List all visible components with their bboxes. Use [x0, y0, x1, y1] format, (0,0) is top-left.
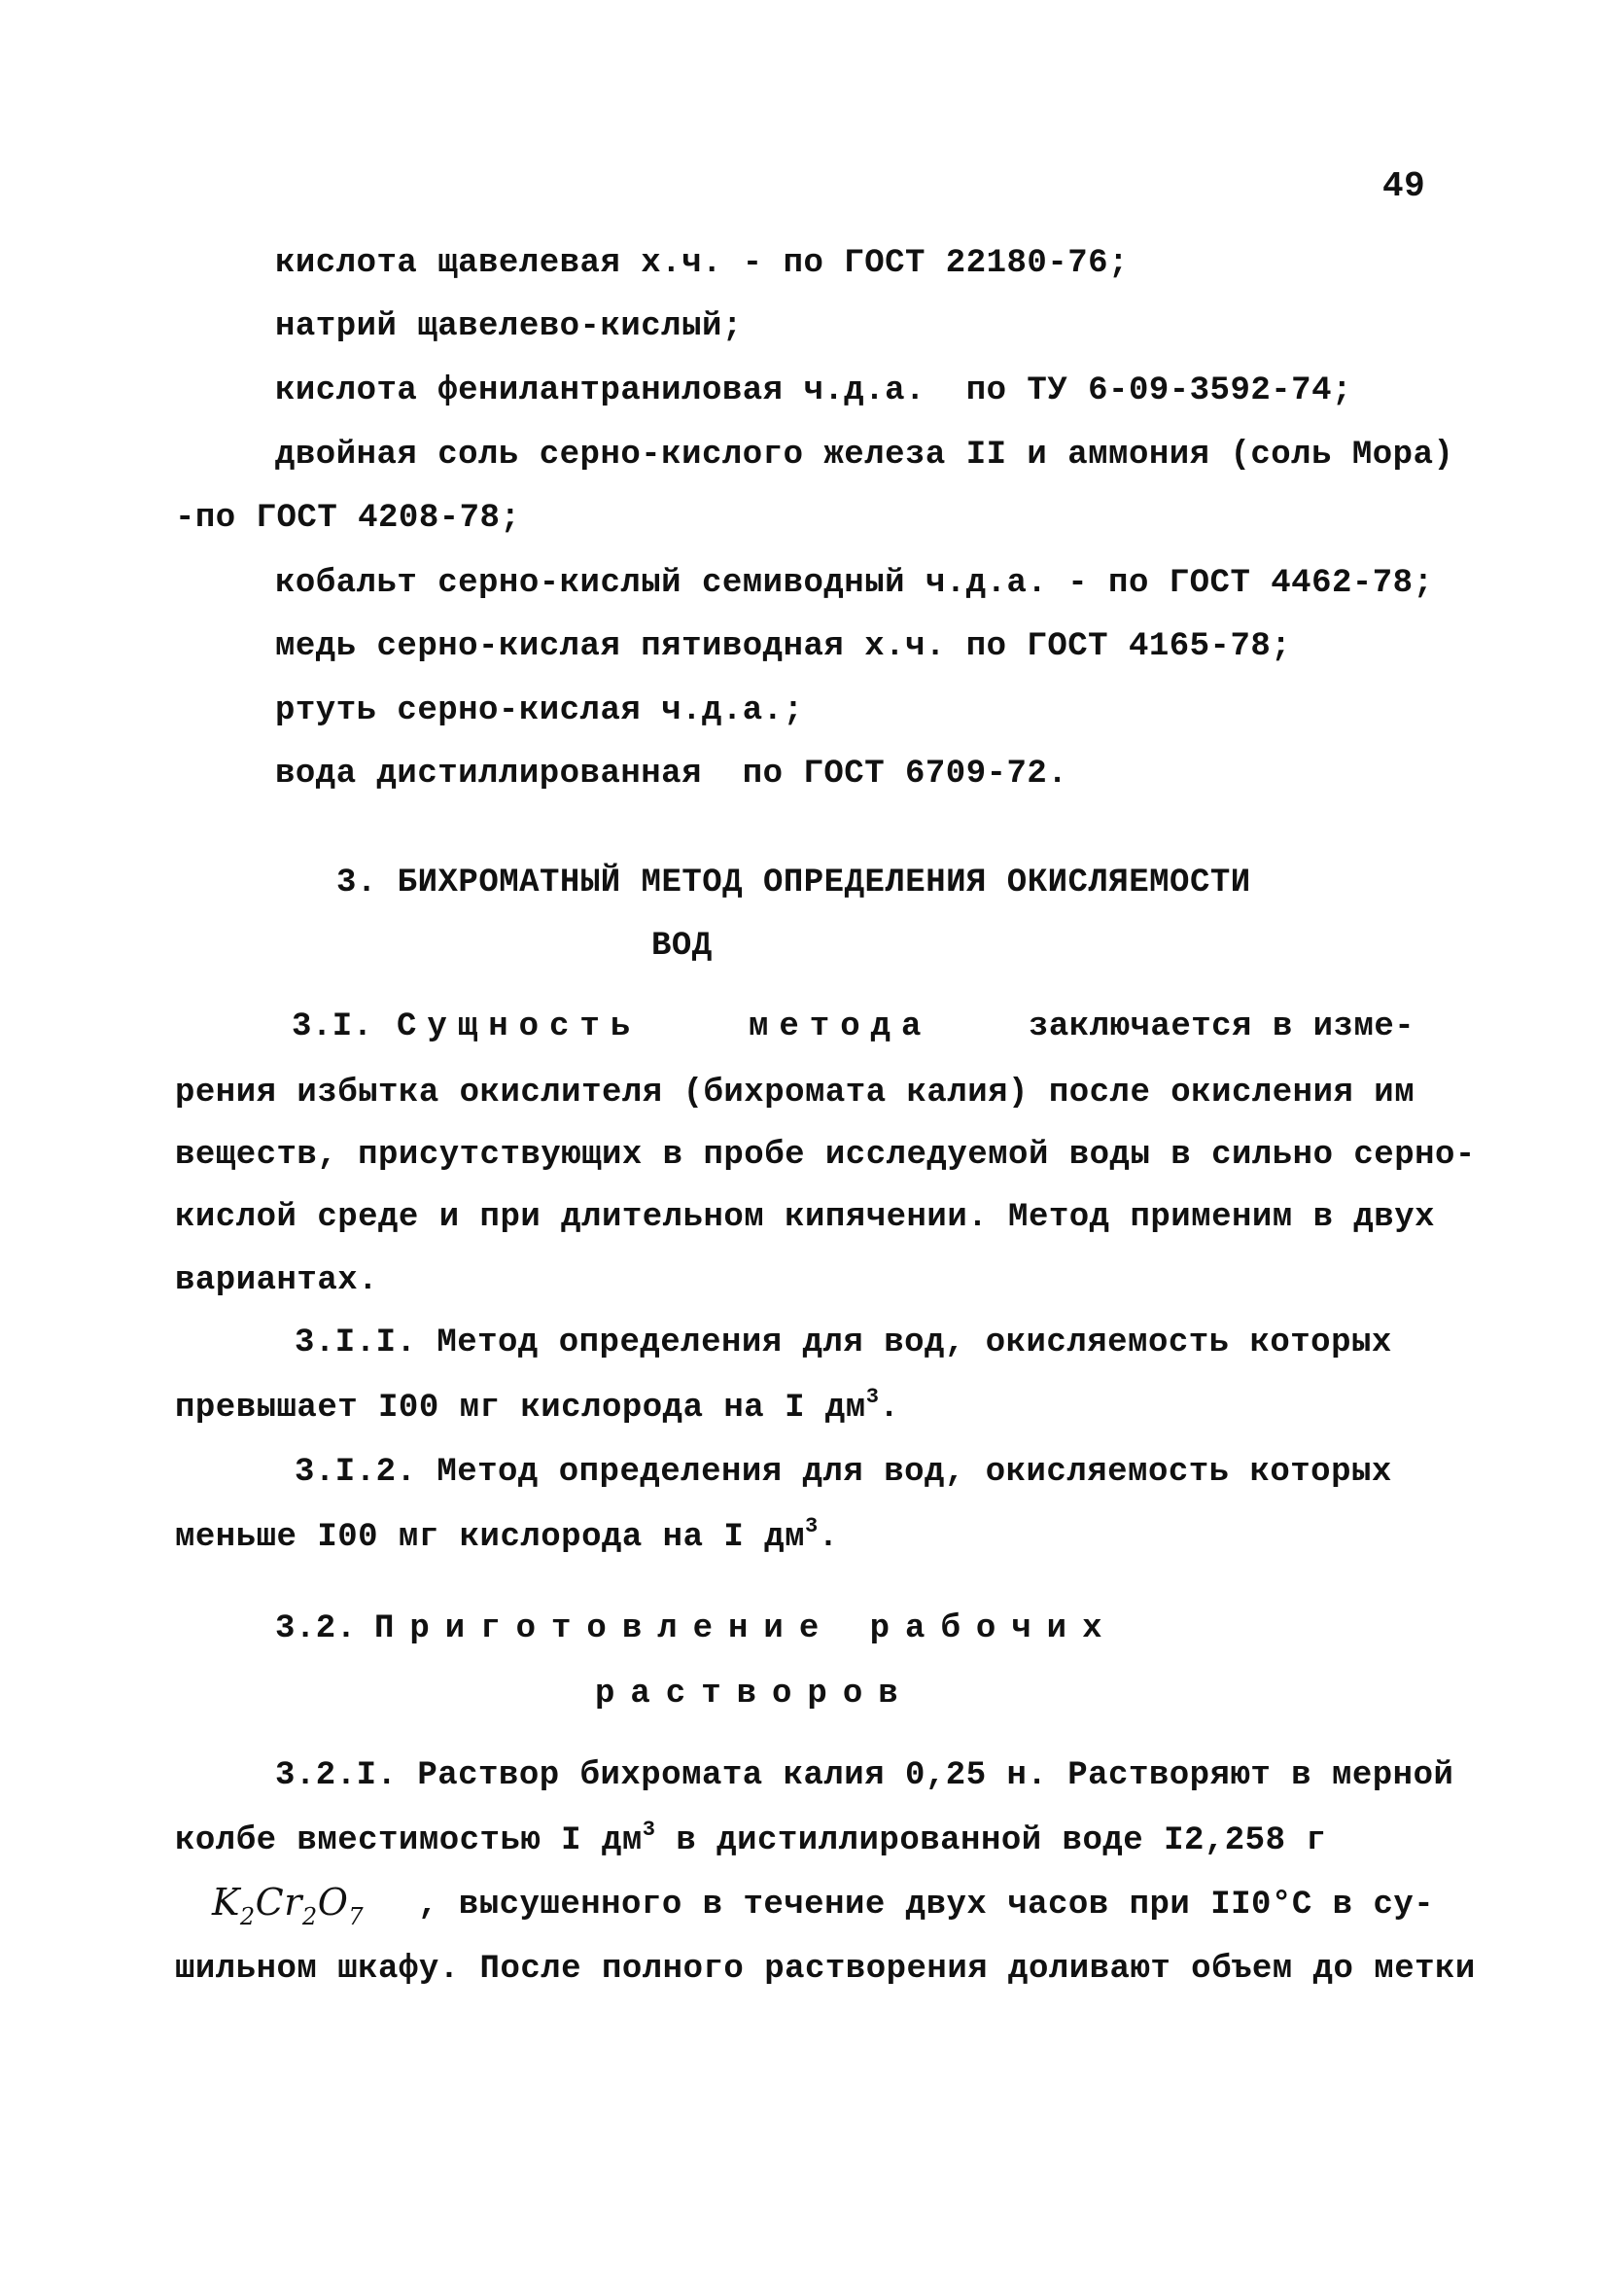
reagent-line: двойная соль серно-кислого железа II и аммония (соль Мора) — [275, 437, 1454, 474]
reagent-line: вода дистиллированная по ГОСТ 6709-72. — [275, 756, 1068, 793]
section-heading: 3. БИХРОМАТНЫЙ МЕТОД ОПРЕДЕЛЕНИЯ ОКИСЛЯЕМОСТИ — [336, 865, 1251, 901]
paragraph-line: , высушенного в течение двух часов при II0°С в су- — [418, 1887, 1435, 1924]
page-number: 49 — [1382, 166, 1426, 206]
spaced-title: Приготовление рабочих — [374, 1610, 1118, 1647]
reagent-line: ртуть серно-кислая ч.д.а.; — [275, 692, 804, 729]
paragraph-line: веществ, присутствующих в пробе исследуемой воды в сильно серно- — [175, 1137, 1476, 1174]
paragraph-line: кислой среде и при длительном кипячении. Метод применим в двух — [175, 1199, 1436, 1236]
paragraph-line: колбе вместимостью I $дм^3$ в дистиллированной воде I2,258 г — [175, 1818, 1327, 1859]
paragraph-line: заключается в измe- — [1029, 1008, 1415, 1045]
paragraph-line: 3.I.I. Метод определения для вод, окисляемость которых — [295, 1325, 1392, 1361]
paragraph-line: 3.2.I. Раствор бихромата калия 0,25 н. Растворяют в мерной — [275, 1757, 1454, 1794]
spaced-label: метода — [749, 1008, 932, 1045]
spaced-title: растворов — [595, 1676, 914, 1713]
reagent-line: кислота щавелевая х.ч. - по ГОСТ 22180-76; — [275, 245, 1129, 282]
spaced-label: Сущность — [397, 1008, 642, 1045]
reagent-line: кислота фенилантраниловая ч.д.а. по ТУ 6-09-3592-74; — [275, 372, 1352, 409]
paragraph-number: 3.2. — [275, 1610, 357, 1647]
paragraph-line: 3.I.2. Метод определения для вод, окисляемость которых — [295, 1454, 1392, 1491]
paragraph-line: вариантах. — [175, 1262, 379, 1299]
reagent-line: медь серно-кислая пятиводная х.ч. по ГОСТ 4165-78; — [275, 628, 1292, 665]
reagent-line: -по ГОСТ 4208-78; — [175, 500, 521, 537]
paragraph-line: меньше I00 мг кислорода на I $дм^3$. — [175, 1514, 839, 1556]
reagent-line: натрий щавелево-кислый; — [275, 308, 743, 345]
paragraph-number: 3.I. — [292, 1008, 373, 1045]
chemical-formula: $K_2Cr_2O_7$ — [212, 1881, 365, 1930]
paragraph-line: шильном шкафу. После полного растворения доливают объем до метки — [175, 1951, 1476, 1988]
section-heading-cont: ВОД — [651, 928, 713, 965]
paragraph-line: превышает I00 мг кислорода на I $дм^3$. — [175, 1385, 900, 1427]
reagent-line: кобальт серно-кислый семиводный ч.д.а. - по ГОСТ 4462-78; — [275, 565, 1434, 602]
paragraph-line: рения избытка окислителя (бихромата калия) после окисления им — [175, 1075, 1415, 1112]
